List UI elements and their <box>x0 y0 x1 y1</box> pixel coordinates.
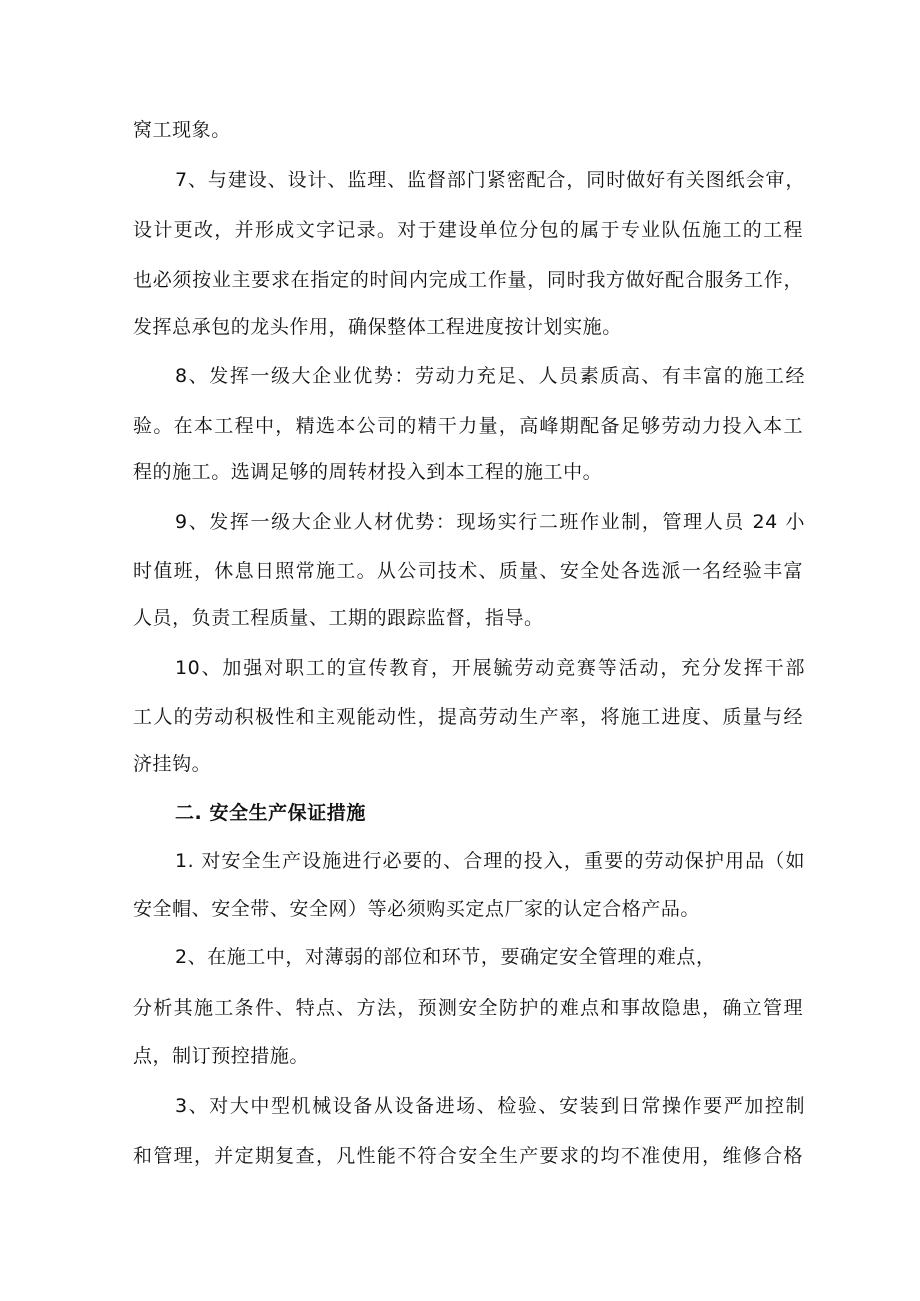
text-line: 程的施工。选调足够的周转材投入到本工程的施工中。 <box>133 461 603 483</box>
text-line: 9、发挥一级大企业人材优势：现场实行二班作业制，管理人员 24 小 <box>175 511 805 533</box>
text-line: 安全帽、安全带、安全网）等必须购买定点厂家的认定合格产品。 <box>133 898 700 920</box>
text-line: 人员，负责工程质量、工期的跟踪监督，指导。 <box>133 607 544 629</box>
section-heading: 二. 安全生产保证措施 <box>175 802 366 824</box>
text-line: 窝工现象。 <box>133 119 231 141</box>
text-line: 时值班，休息日照常施工。从公司技术、质量、安全处各选派一名经验丰富 <box>133 560 803 582</box>
text-line: 2、在施工中，对薄弱的部位和环节，要确定安全管理的难点， <box>175 946 716 968</box>
text-line: 设计更改，并形成文字记录。对于建设单位分包的属于专业队伍施工的工程 <box>133 219 803 241</box>
text-line: 工人的劳动积极性和主观能动性，提高劳动生产率，将施工进度、质量与经 <box>133 706 803 728</box>
text-line: 发挥总承包的龙头作用，确保整体工程进度按计划实施。 <box>133 316 622 338</box>
text-line: 济挂钩。 <box>133 753 212 775</box>
text-line: 点，制订预控措施。 <box>133 1045 309 1067</box>
text-line: 分析其施工条件、特点、方法，预测安全防护的难点和事故隐患，确立管理 <box>133 997 803 1019</box>
text-line: 和管理，并定期复查，凡性能不符合安全生产要求的均不准使用，维修合格 <box>133 1145 803 1167</box>
text-line: 10、加强对职工的宣传教育，开展毓劳动竞赛等活动，充分发挥干部 <box>175 657 805 679</box>
text-line: 验。在本工程中，精选本公司的精干力量，高峰期配备足够劳动力投入本工 <box>133 415 803 437</box>
text-line: 7、与建设、设计、监理、监督部门紧密配合，同时做好有关图纸会审， <box>175 169 805 191</box>
text-line: 3、对大中型机械设备从设备进场、检验、安装到日常操作要严加控制 <box>175 1095 805 1117</box>
text-line: 1. 对安全生产设施进行必要的、合理的投入，重要的劳动保护用品（如 <box>175 850 805 872</box>
text-line: 8、发挥一级大企业优势：劳动力充足、人员素质高、有丰富的施工经 <box>175 365 805 387</box>
text-line: 也必须按业主要求在指定的时间内完成工作量，同时我方做好配合服务工作， <box>133 269 803 291</box>
